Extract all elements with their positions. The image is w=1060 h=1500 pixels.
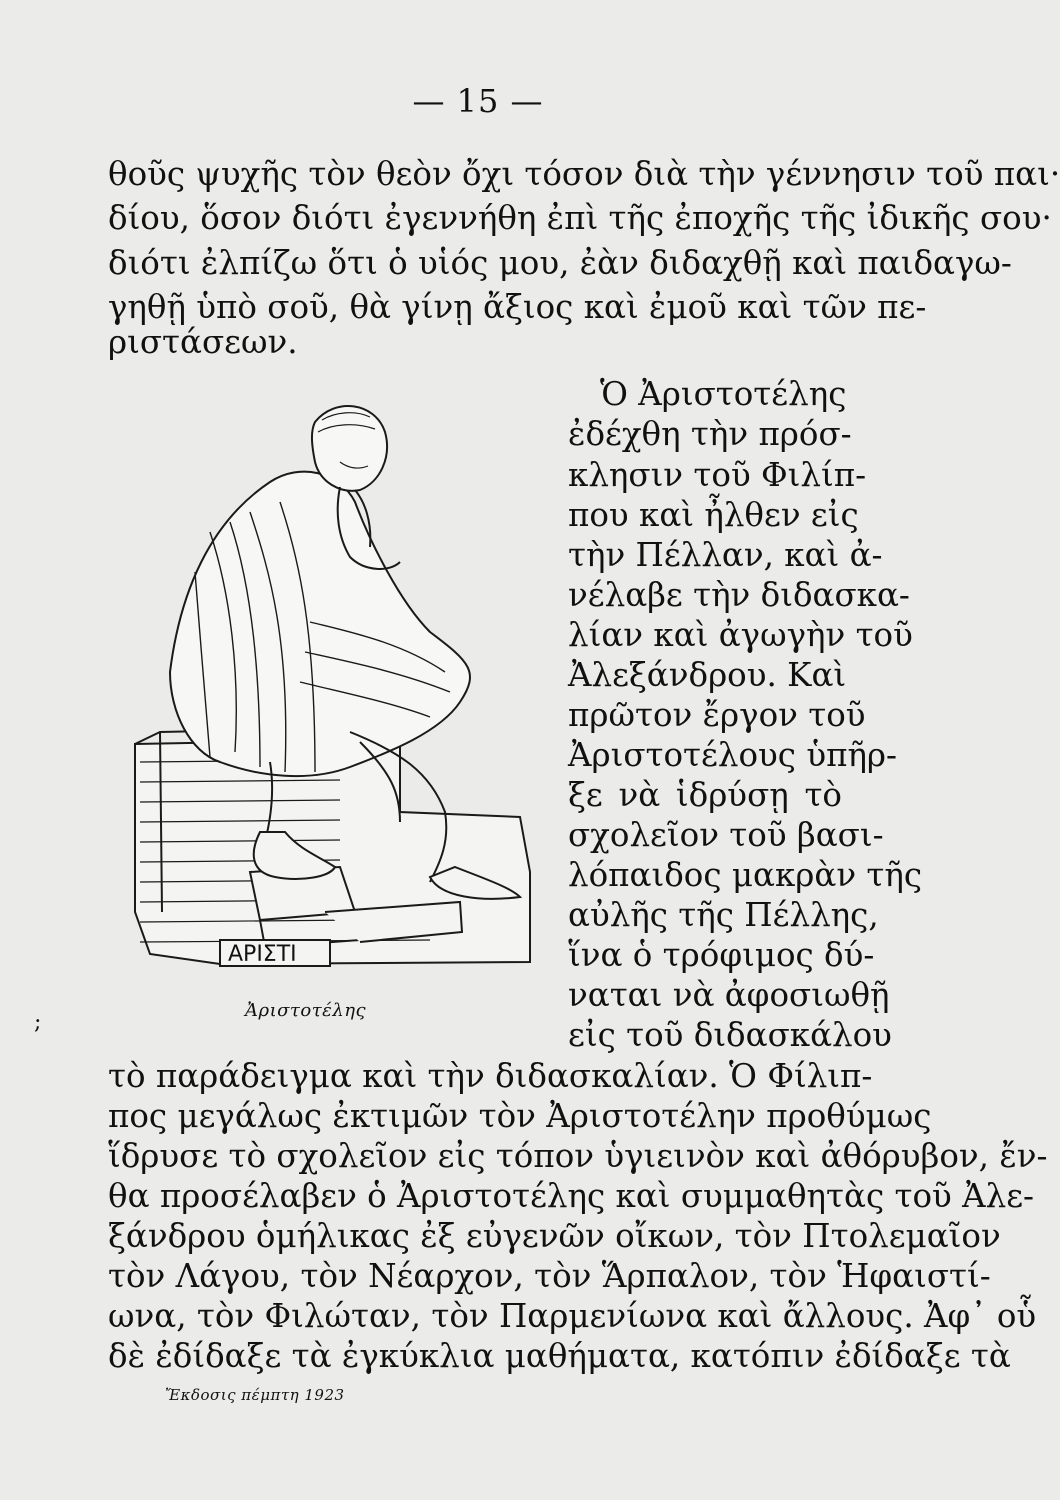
column-text-line: σχολεῖον τοῦ βασι- — [568, 816, 884, 854]
aristotle-statue-illustration — [100, 372, 560, 1004]
text-line: γηθῇ ὑπὸ σοῦ, θὰ γίνῃ ἄξιος καὶ ἐμοῦ καὶ τῶν πε- — [108, 288, 927, 326]
column-text-line: Ὁ Ἀριστοτέλης — [600, 375, 847, 413]
text-line: θοῦς ψυχῆς τὸν θεὸν ὄχι τόσον διὰ τὴν γέννησιν τοῦ παι· — [108, 155, 1060, 193]
text-line: δὲ ἐδίδαξε τὰ ἐγκύκλια μαθήματα, κατόπιν ἐδίδαξε τὰ — [108, 1337, 1011, 1375]
column-text-line: λόπαιδος μακρὰν τῆς — [568, 856, 923, 894]
text-line: ριστάσεων. — [108, 323, 298, 361]
column-text-line: ναται νὰ ἀφοσιωθῇ — [568, 976, 890, 1014]
margin-mark: ; — [34, 1010, 42, 1035]
text-line: πος μεγάλως ἐκτιμῶν τὸν Ἀριστοτέλην προθύμως — [108, 1097, 932, 1135]
edition-footer: Ἔκδοσις πέμπτη 1923 — [165, 1386, 345, 1404]
column-text-line: κλησιν τοῦ Φιλίπ- — [568, 456, 867, 494]
text-line: θα προσέλαβεν ὁ Ἀριστοτέλης καὶ συμμαθητὰς τοῦ Ἀλε- — [108, 1177, 1035, 1215]
statue-inscription: ΑΡΙΣΤΙ — [228, 942, 297, 967]
text-line: δίου, ὅσον διότι ἐγεννήθη ἐπὶ τῆς ἐποχῆς τῆς ἰδικῆς σου· — [108, 199, 1052, 237]
column-text-line: τὴν Πέλλαν, καὶ ἀ- — [568, 536, 883, 574]
column-text-line: εἰς τοῦ διδασκάλου — [568, 1016, 892, 1054]
column-text-line: Ἀλεξάνδρου. Καὶ — [568, 656, 847, 694]
illustration-caption: Ἀριστοτέλης — [245, 1000, 367, 1021]
column-text-line: ἐδέχθη τὴν πρόσ- — [568, 415, 852, 453]
text-line: ξάνδρου ὁμήλικας ἐξ εὐγενῶν οἴκων, τὸν Πτολεμαῖον — [108, 1217, 1001, 1255]
column-text-line: πρῶτον ἔργον τοῦ — [568, 696, 866, 734]
text-line: ἵδρυσε τὸ σχολεῖον εἰς τόπον ὑγιεινὸν καὶ ἀθόρυβον, ἔν- — [108, 1137, 1048, 1175]
column-text-line: ξε νὰ ἱδρύσῃ τὸ — [568, 776, 842, 814]
column-text-line: ἵνα ὁ τρόφιμος δύ- — [568, 936, 875, 974]
column-text-line: Ἀριστοτέλους ὑπῆρ- — [568, 736, 897, 774]
column-text-line: λίαν καὶ ἀγωγὴν τοῦ — [568, 616, 913, 654]
column-text-line: αὐλῆς τῆς Πέλλης, — [568, 896, 879, 934]
text-line: ωνα, τὸν Φιλώταν, τὸν Παρμενίωνα καὶ ἄλλους. Ἀφ᾽ οὗ — [108, 1297, 1037, 1335]
text-line: τὸ παράδειγμα καὶ τὴν διδασκαλίαν. Ὁ Φίλιπ- — [108, 1057, 873, 1095]
page-number: — 15 — — [412, 82, 544, 120]
column-text-line: που καὶ ἦλθεν εἰς — [568, 496, 859, 534]
column-text-line: νέλαβε τὴν διδασκα- — [568, 576, 910, 614]
text-line: διότι ἐλπίζω ὅτι ὁ υἱός μου, ἐὰν διδαχθῇ καὶ παιδαγω- — [108, 244, 1012, 282]
text-line: τὸν Λάγου, τὸν Νέαρχον, τὸν Ἅρπαλον, τὸν Ἡφαιστί- — [108, 1257, 991, 1295]
